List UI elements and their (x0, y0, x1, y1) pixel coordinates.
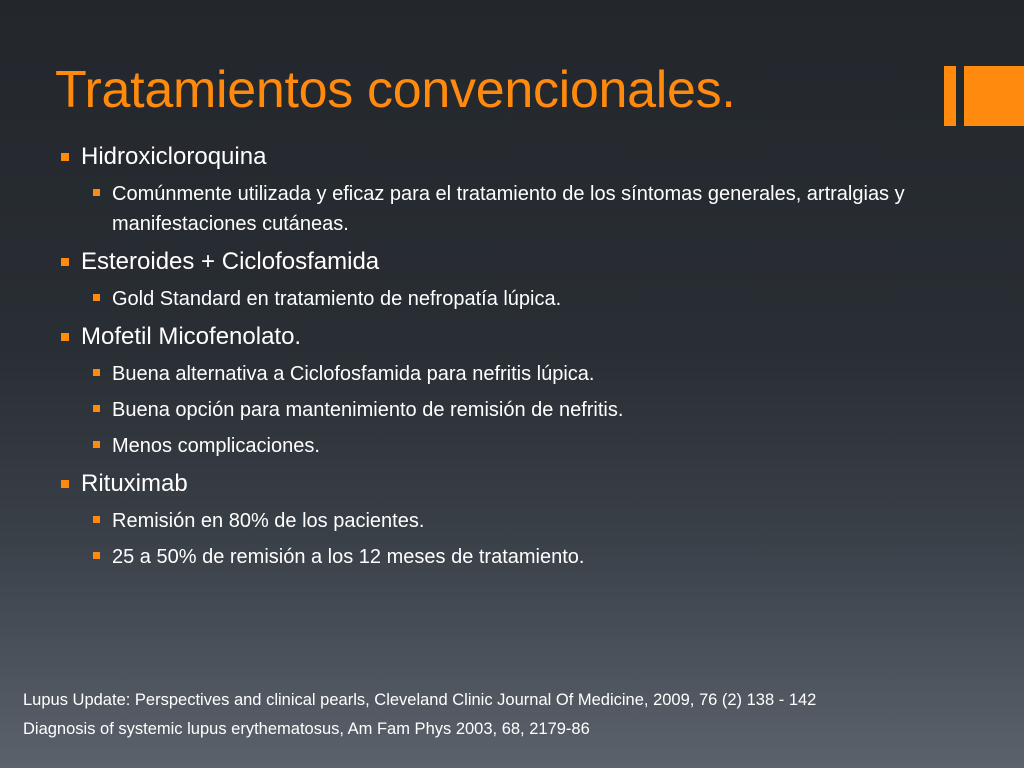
square-bullet-icon (93, 516, 100, 523)
square-bullet-icon (61, 153, 69, 161)
square-bullet-icon (93, 369, 100, 376)
sub-list-item-text: Gold Standard en tratamiento de nefropatía lúpica. (112, 288, 562, 310)
list-item (60, 142, 960, 172)
sub-list-item-text: Buena opción para mantenimiento de remisión de nefritis. (112, 399, 624, 421)
list-item (60, 247, 960, 277)
sub-list-item-text: Remisión en 80% de los pacientes. (112, 510, 425, 532)
square-bullet-icon (93, 294, 100, 301)
list-item-text: Esteroides + Ciclofosfamida (81, 248, 380, 275)
list-item-text: Hidroxicloroquina (81, 143, 267, 170)
square-bullet-icon (61, 333, 69, 341)
square-bullet-icon (61, 258, 69, 266)
square-bullet-icon (93, 552, 100, 559)
list-item (60, 322, 960, 352)
sub-list-item (60, 542, 960, 572)
reference-line: Diagnosis of systemic lupus erythematosus, Am Fam Phys 2003, 68, 2179-86 (23, 720, 590, 738)
sub-list-item-text: Comúnmente utilizada y eficaz para el tratamiento de los síntomas generales, artralgias y manifestaciones cutáneas. (112, 183, 905, 235)
slide-title: Tratamientos convencionales. (55, 61, 736, 119)
square-bullet-icon (61, 480, 69, 488)
sub-list-item (60, 179, 960, 239)
list-item (60, 469, 960, 499)
sub-list-item (60, 395, 960, 425)
references (23, 686, 816, 744)
square-bullet-icon (93, 405, 100, 412)
list-item-text: Rituximab (81, 470, 188, 497)
decorative-bar-thick (964, 66, 1024, 126)
square-bullet-icon (93, 441, 100, 448)
sub-list-item-text: 25 a 50% de remisión a los 12 meses de tratamiento. (112, 546, 585, 568)
decorative-bar-thin (944, 66, 956, 126)
sub-list-item (60, 359, 960, 389)
sub-list-item-text: Buena alternativa a Ciclofosfamida para nefritis lúpica. (112, 363, 595, 385)
sub-list-item-text: Menos complicaciones. (112, 435, 320, 457)
square-bullet-icon (93, 189, 100, 196)
sub-list-item (60, 431, 960, 461)
list-item-text: Mofetil Micofenolato. (81, 323, 302, 350)
bullet-list (60, 142, 960, 580)
sub-list-item (60, 284, 960, 314)
sub-list-item (60, 506, 960, 536)
reference-line: Lupus Update: Perspectives and clinical pearls, Cleveland Clinic Journal Of Medicine, 2009, 76 (2) 138 - 142 (23, 691, 817, 709)
